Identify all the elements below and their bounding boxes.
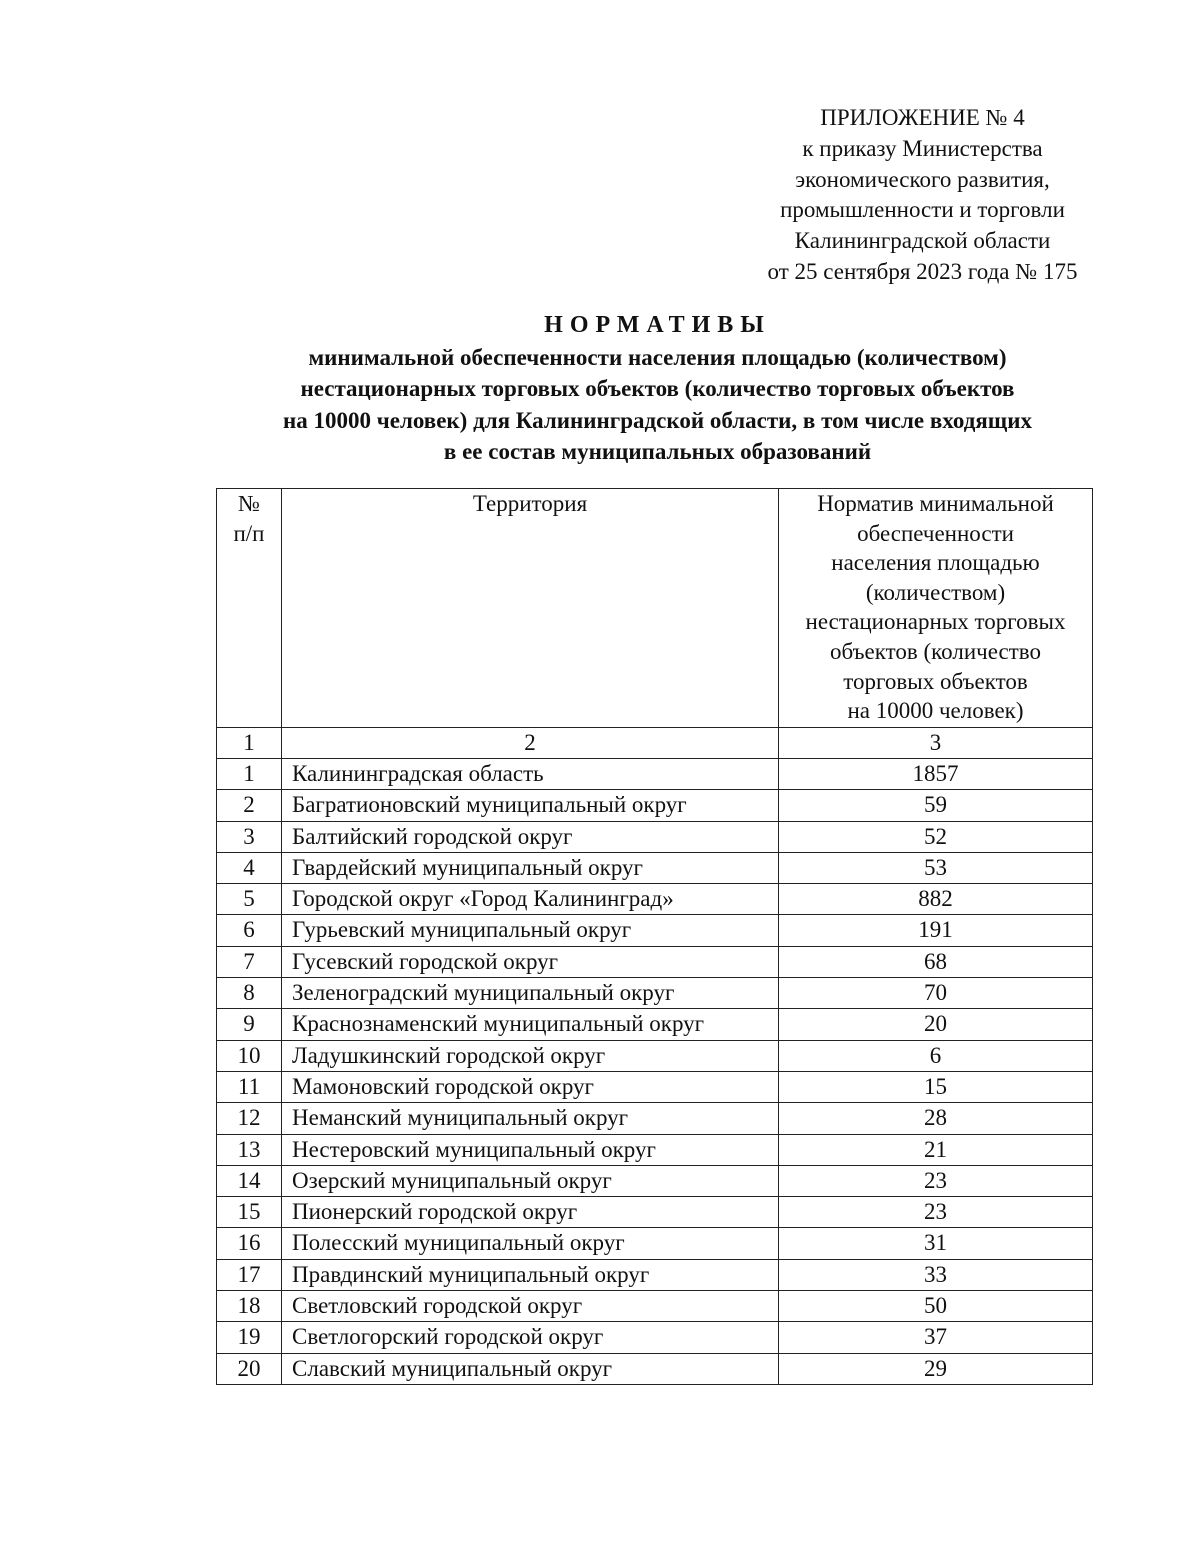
- table-row: [217, 884, 1093, 915]
- row-number: 5: [217, 884, 282, 915]
- header-norm-label: торговых объектов: [843, 668, 1028, 694]
- document-subtitle-line: нестационарных торговых объектов (количество торговых объектов: [300, 376, 1015, 401]
- table-row: [217, 852, 1093, 883]
- document-subtitle-line: в ее состав муниципальных образований: [443, 439, 872, 464]
- row-number: 19: [217, 1322, 282, 1353]
- header-norm-label: Норматив минимальной: [817, 491, 1054, 516]
- territory-name: Нестеровский муниципальный округ: [282, 1134, 779, 1165]
- territory-name: Славский муниципальный округ: [282, 1353, 779, 1384]
- column-number: 3: [779, 728, 1093, 759]
- norm-value: 882: [779, 884, 1093, 915]
- table-row: [217, 1134, 1093, 1165]
- row-number: 16: [217, 1228, 282, 1259]
- territory-name: Гурьевский муниципальный округ: [282, 915, 779, 946]
- territory-name: Мамоновский городской округ: [282, 1071, 779, 1102]
- territory-name: Городской округ «Город Калининград»: [282, 884, 779, 915]
- row-number: 2: [217, 790, 282, 821]
- row-number: 17: [217, 1259, 282, 1290]
- table-row: [217, 1322, 1093, 1353]
- table-row: [217, 915, 1093, 946]
- header-norm-label: населения площадью: [831, 550, 1040, 576]
- row-number: 13: [217, 1134, 282, 1165]
- table-row: [217, 1291, 1093, 1322]
- table-row: [217, 759, 1093, 790]
- territory-name: Калининградская область: [282, 759, 779, 790]
- territory-name: Светлогорский городской округ: [282, 1322, 779, 1353]
- norm-value: 191: [779, 915, 1093, 946]
- territory-name: Пионерский городской округ: [282, 1197, 779, 1228]
- territory-name: Зеленоградский муниципальный округ: [282, 978, 779, 1009]
- row-number: 11: [217, 1071, 282, 1102]
- table-row: [217, 946, 1093, 977]
- header-number-label: №: [238, 491, 260, 516]
- row-number: 9: [217, 1009, 282, 1040]
- appendix-block: [730, 103, 1115, 288]
- header-number-label: п/п: [233, 520, 265, 546]
- norm-value: 37: [779, 1322, 1093, 1353]
- appendix-line: экономического развития,: [795, 166, 1050, 192]
- territory-name: Ладушкинский городской округ: [282, 1040, 779, 1071]
- row-number: 10: [217, 1040, 282, 1071]
- table-row: [217, 790, 1093, 821]
- document-heading: [150, 310, 1165, 468]
- table-row: [217, 1009, 1093, 1040]
- header-norm-cell: [779, 489, 1093, 728]
- header-norm-label: обеспеченности: [857, 520, 1014, 546]
- table-row: [217, 1103, 1093, 1134]
- appendix-title: ПРИЛОЖЕНИЕ № 4: [820, 105, 1025, 130]
- row-number: 8: [217, 978, 282, 1009]
- table-row: [217, 1353, 1093, 1384]
- norm-value: 31: [779, 1228, 1093, 1259]
- row-number: 7: [217, 946, 282, 977]
- column-numbers-row: [217, 728, 1093, 759]
- row-number: 15: [217, 1197, 282, 1228]
- header-norm-label: (количеством): [865, 579, 1006, 605]
- row-number: 3: [217, 821, 282, 852]
- norm-value: 23: [779, 1165, 1093, 1196]
- territory-name: Правдинский муниципальный округ: [282, 1259, 779, 1290]
- appendix-line: промышленности и торговли: [780, 197, 1065, 223]
- table-row: [217, 821, 1093, 852]
- territory-name: Багратионовский муниципальный округ: [282, 790, 779, 821]
- table-row: [217, 978, 1093, 1009]
- table-row: [217, 1040, 1093, 1071]
- column-number: 2: [282, 728, 779, 759]
- table-row: [217, 1071, 1093, 1102]
- document-subtitle-line: минимальной обеспеченности населения площадью (количеством): [308, 344, 1007, 370]
- header-territory-cell: [282, 489, 779, 728]
- table-row: [217, 1228, 1093, 1259]
- table-header-row: [217, 489, 1093, 728]
- header-territory-label: Территория: [472, 491, 588, 516]
- row-number: 6: [217, 915, 282, 946]
- norm-value: 28: [779, 1103, 1093, 1134]
- document-subtitle-line: на 10000 человек) для Калининградской области, в том числе входящих: [283, 407, 1032, 433]
- row-number: 14: [217, 1165, 282, 1196]
- norm-value: 1857: [779, 759, 1093, 790]
- territory-name: Неманский муниципальный округ: [282, 1103, 779, 1134]
- table-row: [217, 1197, 1093, 1228]
- territory-name: Гусевский городской округ: [282, 946, 779, 977]
- norm-value: 21: [779, 1134, 1093, 1165]
- header-norm-label: объектов (количество: [830, 638, 1041, 664]
- table-row: [217, 1165, 1093, 1196]
- norm-value: 50: [779, 1291, 1093, 1322]
- norm-value: 68: [779, 946, 1093, 977]
- norm-value: 20: [779, 1009, 1093, 1040]
- table-row: [217, 1259, 1093, 1290]
- row-number: 18: [217, 1291, 282, 1322]
- territory-name: Полесский муниципальный округ: [282, 1228, 779, 1259]
- territory-name: Светловский городской округ: [282, 1291, 779, 1322]
- norms-table: [216, 488, 1093, 1385]
- header-norm-label: нестационарных торговых: [805, 609, 1066, 635]
- norm-value: 29: [779, 1353, 1093, 1384]
- norm-value: 53: [779, 852, 1093, 883]
- territory-name: Балтийский городской округ: [282, 821, 779, 852]
- norm-value: 70: [779, 978, 1093, 1009]
- header-norm-label: на 10000 человек): [847, 698, 1024, 724]
- appendix-date-line: от 25 сентября 2023 года № 175: [767, 258, 1078, 284]
- territory-name: Краснознаменский муниципальный округ: [282, 1009, 779, 1040]
- territory-name: Гвардейский муниципальный округ: [282, 852, 779, 883]
- norm-value: 52: [779, 821, 1093, 852]
- norm-value: 59: [779, 790, 1093, 821]
- norm-value: 15: [779, 1071, 1093, 1102]
- row-number: 12: [217, 1103, 282, 1134]
- appendix-line: к приказу Министерства: [802, 135, 1043, 161]
- norm-value: 33: [779, 1259, 1093, 1290]
- norm-value: 6: [779, 1040, 1093, 1071]
- column-number: 1: [217, 728, 282, 759]
- territory-name: Озерский муниципальный округ: [282, 1165, 779, 1196]
- appendix-line: Калининградской области: [794, 228, 1051, 254]
- row-number: 4: [217, 852, 282, 883]
- norm-value: 23: [779, 1197, 1093, 1228]
- row-number: 20: [217, 1353, 282, 1384]
- document-title: НОРМАТИВЫ: [544, 312, 771, 338]
- header-number-cell: [217, 489, 282, 728]
- row-number: 1: [217, 759, 282, 790]
